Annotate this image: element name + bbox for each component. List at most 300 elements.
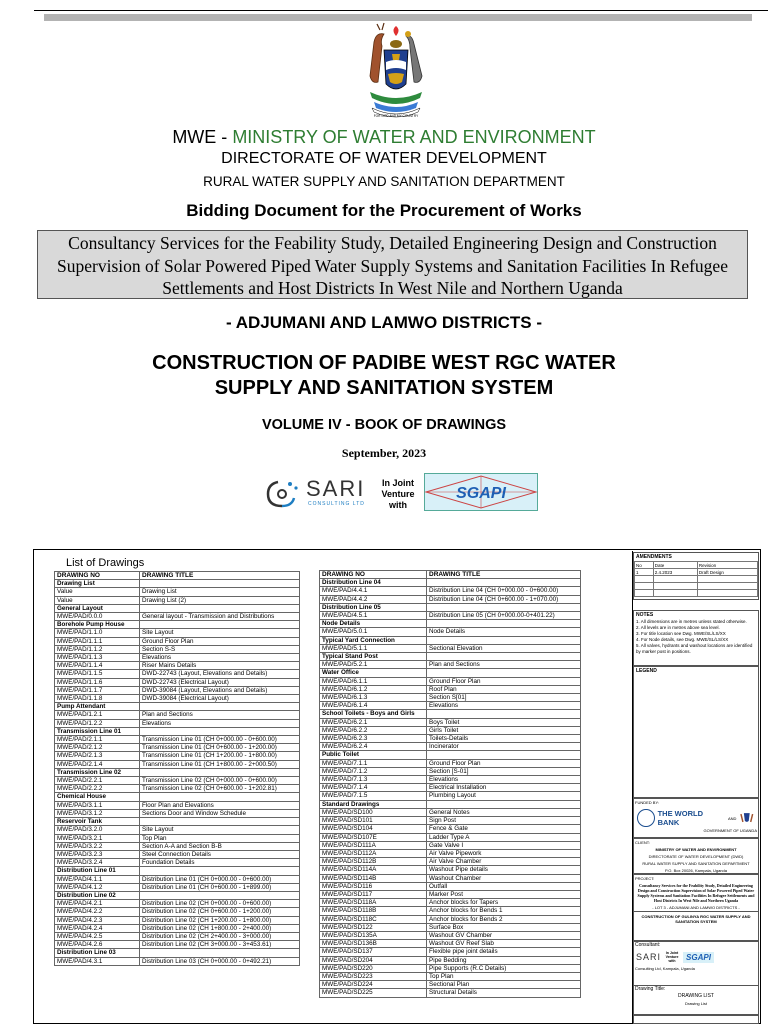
drawing-title: Air Valve Chamber bbox=[427, 858, 581, 866]
group-row bbox=[320, 636, 581, 644]
drawing-no: MWE/PAD/5.2.1 bbox=[320, 661, 427, 669]
drawing-title bbox=[140, 703, 300, 711]
drawing-row bbox=[320, 915, 581, 923]
drawing-title: Floor Plan and Elevations bbox=[140, 801, 300, 809]
drawing-no: MWE/PAD/3.1.1 bbox=[55, 801, 140, 809]
list-of-drawings-title: List of Drawings bbox=[66, 557, 145, 569]
legend-heading: LEGEND bbox=[636, 668, 657, 674]
sari-logo-subtitle: CONSULTING LTD bbox=[308, 501, 365, 507]
am-row-date: 2.4.2023 bbox=[653, 569, 697, 576]
drawing-title: Outfall bbox=[427, 882, 581, 890]
group-row bbox=[55, 818, 300, 826]
drawing-row bbox=[55, 670, 300, 678]
drawing-no: MWE/PAD/SD114B bbox=[320, 874, 427, 882]
drawing-no: MWE/PAD/2.1.4 bbox=[55, 760, 140, 768]
drawing-row bbox=[320, 972, 581, 980]
drawing-no: MWE/PAD/SD114A bbox=[320, 866, 427, 874]
drawing-row bbox=[55, 850, 300, 858]
col-drawing-no: DRAWING NO bbox=[55, 572, 140, 580]
drawing-row bbox=[320, 792, 581, 800]
note-item: 2. All levels are in metres above sea level. bbox=[636, 625, 720, 630]
group-row bbox=[320, 669, 581, 677]
drawing-row bbox=[320, 628, 581, 636]
drawing-title: Sign Post bbox=[427, 817, 581, 825]
document-date: September, 2023 bbox=[341, 446, 427, 460]
client-directorate: DIRECTORATE OF WATER DEVELOPMENT (DWD) bbox=[648, 854, 744, 859]
drawing-row bbox=[55, 826, 300, 834]
drawing-title: Distribution Line 01 (CH 0+600.00 - 1+899.00) bbox=[140, 883, 300, 891]
am-col-date: Date bbox=[653, 562, 697, 569]
drawing-title: Top Plan bbox=[140, 834, 300, 842]
drawing-title: Distribution Line 04 (CH 0+600.00 - 1+070.00) bbox=[427, 595, 581, 603]
drawing-row bbox=[55, 719, 300, 727]
sari-logo-text: SARI bbox=[306, 476, 366, 501]
drawing-no: MWE/PAD/4.3.1 bbox=[55, 957, 140, 965]
drawing-no: MWE/PAD/SD107E bbox=[320, 833, 427, 841]
am-col-no: No bbox=[635, 562, 654, 569]
drawing-no: MWE/PAD/1.2.1 bbox=[55, 711, 140, 719]
drawing-title-value: DRAWING LIST bbox=[678, 993, 714, 999]
drawing-row bbox=[320, 784, 581, 792]
drawing-row bbox=[320, 833, 581, 841]
project-construction: CONSTRUCTION OF GULINYA RGC WATER SUPPLY AND SANITATION SYSTEM bbox=[634, 911, 758, 925]
drawing-no: MWE/PAD/1.1.3 bbox=[55, 654, 140, 662]
drawing-row bbox=[320, 956, 581, 964]
drawing-row bbox=[55, 883, 300, 891]
drawing-row bbox=[320, 661, 581, 669]
group-row bbox=[320, 603, 581, 611]
consultant-logos-small bbox=[634, 949, 758, 965]
drawing-row bbox=[55, 932, 300, 940]
sari-small-text: SARI bbox=[636, 952, 662, 962]
client-box bbox=[633, 838, 759, 874]
drawing-no: MWE/PAD/SD118B bbox=[320, 907, 427, 915]
drawing-no: MWE/PAD/SD117 bbox=[320, 890, 427, 898]
notes-box bbox=[633, 610, 759, 666]
drawing-no: MWE/PAD/4.1.1 bbox=[55, 875, 140, 883]
drawing-no: MWE/PAD/SD101 bbox=[320, 817, 427, 825]
volume-title: VOLUME IV - BOOK OF DRAWINGS bbox=[261, 417, 507, 433]
drawing-title: Site Layout bbox=[140, 629, 300, 637]
project-label: PROJECT: bbox=[635, 876, 655, 881]
group-row bbox=[55, 949, 300, 957]
drawing-title: Section S[01] bbox=[427, 694, 581, 702]
drawing-no: MWE/PAD/SD118C bbox=[320, 915, 427, 923]
drawing-title-area bbox=[633, 985, 759, 1015]
drawing-title: DWD-22743 (Electrical Layout) bbox=[140, 678, 300, 686]
drawing-title: Ladder Type A bbox=[427, 833, 581, 841]
drawing-title bbox=[427, 579, 581, 587]
drawing-no: MWE/PAD/1.1.5 bbox=[55, 670, 140, 678]
drawing-title bbox=[427, 603, 581, 611]
drawing-row bbox=[55, 654, 300, 662]
drawing-title: Distribution Line 02 (CH 1+200.00 - 1+800.00) bbox=[140, 916, 300, 924]
project-title-line1: CONSTRUCTION OF PADIBE WEST RGC WATER bbox=[152, 352, 616, 374]
drawing-row bbox=[55, 645, 300, 653]
drawing-row bbox=[55, 686, 300, 694]
drawing-no: MWE/PAD/SD111A bbox=[320, 841, 427, 849]
drawing-title: Distribution Line 02 (CH 0+600.00 - 1+200.00) bbox=[140, 908, 300, 916]
drawing-row bbox=[320, 808, 581, 816]
drawing-no: MWE/PAD/1.1.1 bbox=[55, 637, 140, 645]
drawing-no: MWE/PAD/2.1.3 bbox=[55, 752, 140, 760]
drawing-title bbox=[427, 710, 581, 718]
drawing-no: MWE/PAD/SD220 bbox=[320, 964, 427, 972]
drawing-no: MWE/PAD/SD100 bbox=[320, 808, 427, 816]
col-drawing-title: DRAWING TITLE bbox=[140, 572, 300, 580]
group-row bbox=[55, 580, 300, 588]
project-title bbox=[0, 351, 768, 401]
group-row bbox=[320, 653, 581, 661]
drawing-row bbox=[320, 702, 581, 710]
drawing-no: MWE/PAD/6.1.4 bbox=[320, 702, 427, 710]
drawing-no: MWE/PAD/SD224 bbox=[320, 981, 427, 989]
group-row bbox=[320, 620, 581, 628]
drawing-title: Distribution Line 01 (CH 0+000.00 - 0+600.00) bbox=[140, 875, 300, 883]
drawing-title: Section A-A and Section B-B bbox=[140, 842, 300, 850]
drawing-title: Distribution Line 02 (CH 2+400.00 - 3+000.00) bbox=[140, 932, 300, 940]
drawing-no: MWE/PAD/SD122 bbox=[320, 923, 427, 931]
drawing-no: MWE/PAD/6.2.2 bbox=[320, 726, 427, 734]
drawing-table-left bbox=[54, 571, 300, 966]
drawing-title: Section [S-01] bbox=[427, 767, 581, 775]
drawing-no: MWE/PAD/6.2.4 bbox=[320, 743, 427, 751]
drawing-title: Distribution Line 03 (CH 0+000.00 - 0+492.21) bbox=[140, 957, 300, 965]
drawing-row bbox=[320, 677, 581, 685]
drawing-title: Ground Floor Plan bbox=[140, 637, 300, 645]
bidding-document-title: Bidding Document for the Procurement of Works bbox=[186, 201, 582, 220]
drawing-row bbox=[320, 964, 581, 972]
drawing-row bbox=[55, 744, 300, 752]
notes-heading: NOTES bbox=[636, 612, 654, 618]
drawing-row bbox=[55, 596, 300, 604]
drawing-row bbox=[55, 613, 300, 621]
am-row-no: 1 bbox=[635, 569, 654, 576]
drawing-row bbox=[55, 900, 300, 908]
drawing-title: Ground Floor Plan bbox=[427, 759, 581, 767]
drawing-no: MWE/PAD/5.0.1 bbox=[320, 628, 427, 636]
drawing-title: Plan and Sections bbox=[140, 711, 300, 719]
drawing-row bbox=[320, 907, 581, 915]
group-name: Reservoir Tank bbox=[55, 818, 140, 826]
drawing-title: Distribution Line 02 (CH 1+800.00 - 2+400.00) bbox=[140, 924, 300, 932]
drawing-no: MWE/PAD/SD136B bbox=[320, 940, 427, 948]
drawing-title: Drawing List (2) bbox=[140, 596, 300, 604]
drawing-row bbox=[320, 989, 581, 997]
drawing-title: Flexible pipe joint details bbox=[427, 948, 581, 956]
group-row bbox=[55, 867, 300, 875]
group-name: Public Toilet bbox=[320, 751, 427, 759]
drawing-row bbox=[55, 711, 300, 719]
consultant-address: Consulting Ltd, Kampala, Uganda bbox=[635, 966, 695, 971]
drawing-title: Distribution Line 02 (CH 3+000.00 - 3+453.61) bbox=[140, 941, 300, 949]
drawing-title: Washout GV Reef Slab bbox=[427, 940, 581, 948]
group-name: Typical Yard Connection bbox=[320, 636, 427, 644]
drawing-no: MWE/PAD/2.2.2 bbox=[55, 785, 140, 793]
drawing-row bbox=[55, 736, 300, 744]
group-name: Node Details bbox=[320, 620, 427, 628]
drawing-title-box bbox=[633, 1015, 759, 1024]
drawing-title bbox=[140, 949, 300, 957]
drawing-row bbox=[55, 785, 300, 793]
drawing-title: Plumbing Layout bbox=[427, 792, 581, 800]
drawing-title: Girls Toilet bbox=[427, 726, 581, 734]
group-name: Transmission Line 01 bbox=[55, 727, 140, 735]
group-name: Drawing List bbox=[55, 580, 140, 588]
drawing-no: MWE/PAD/SD112A bbox=[320, 849, 427, 857]
drawing-row bbox=[55, 875, 300, 883]
drawing-title: Distribution Line 04 (CH 0+000.00 - 0+600.00) bbox=[427, 587, 581, 595]
drawing-title: Distribution Line 02 (CH 0+000.00 - 0+600.00) bbox=[140, 900, 300, 908]
drawing-no: MWE/PAD/5.1.1 bbox=[320, 644, 427, 652]
amendments-table bbox=[634, 561, 758, 597]
drawing-title bbox=[427, 751, 581, 759]
mwe-prefix: MWE - bbox=[172, 127, 233, 147]
drawing-no: MWE/PAD/1.1.2 bbox=[55, 645, 140, 653]
drawing-no: MWE/PAD/4.2.5 bbox=[55, 932, 140, 940]
am-col-revision: Revision bbox=[697, 562, 757, 569]
drawing-row bbox=[320, 644, 581, 652]
joint-small-text: In Joint Venture with bbox=[665, 951, 679, 963]
client-label: CLIENT: bbox=[635, 840, 650, 845]
drawing-row bbox=[55, 834, 300, 842]
group-name: Transmission Line 02 bbox=[55, 768, 140, 776]
drawing-row bbox=[320, 685, 581, 693]
drawing-row bbox=[55, 941, 300, 949]
drawing-title: Transmission Line 01 (CH 0+600.00 - 1+200.00) bbox=[140, 744, 300, 752]
group-name: Distribution Line 05 bbox=[320, 603, 427, 611]
drawing-title: DWD-22743 (Layout, Elevations and Details) bbox=[140, 670, 300, 678]
drawing-row bbox=[320, 981, 581, 989]
drawing-title bbox=[140, 818, 300, 826]
consultancy-box: Consultancy Services for the Feability Study, Detailed Engineering Design and Construction Supervision of Solar Powered Piped Water Supply Systems and Sanitation Facilities In Refugee Settlements and Host Districts In West Nile and Northern Uganda bbox=[37, 230, 748, 299]
group-name: General Layout bbox=[55, 604, 140, 612]
drawing-no: MWE/PAD/3.2.1 bbox=[55, 834, 140, 842]
drawing-row bbox=[320, 817, 581, 825]
funded-by-box bbox=[633, 798, 759, 838]
drawing-no: MWE/PAD/4.2.6 bbox=[55, 941, 140, 949]
drawing-title: Ground Floor Plan bbox=[427, 677, 581, 685]
drawing-title: Transmission Line 01 (CH 1+200.00 - 1+800.00) bbox=[140, 752, 300, 760]
drawing-title: Washout Chamber bbox=[427, 874, 581, 882]
government-of-uganda: GOVERNMENT OF UGANDA bbox=[703, 828, 757, 833]
drawing-no: MWE/PAD/SD112B bbox=[320, 858, 427, 866]
drawing-row bbox=[55, 760, 300, 768]
drawing-row bbox=[320, 825, 581, 833]
drawing-row bbox=[320, 890, 581, 898]
drawing-row bbox=[320, 776, 581, 784]
drawing-row bbox=[320, 874, 581, 882]
joint-venture-text: In Joint Venture with bbox=[381, 478, 415, 510]
group-name: Distribution Line 04 bbox=[320, 579, 427, 587]
client-department: RURAL WATER SUPPLY AND SANITATION DEPARTMENT bbox=[642, 861, 750, 866]
drawing-row bbox=[320, 882, 581, 890]
ministry-line bbox=[0, 127, 768, 148]
group-name: Water Office bbox=[320, 669, 427, 677]
drawing-table-right bbox=[319, 570, 581, 998]
drawing-title: Anchor blocks for Bends 2 bbox=[427, 915, 581, 923]
drawing-no: MWE/PAD/3.2.2 bbox=[55, 842, 140, 850]
drawing-title: Foundation Details bbox=[140, 859, 300, 867]
drawing-title bbox=[140, 793, 300, 801]
drawing-no: MWE/PAD/4.2.3 bbox=[55, 916, 140, 924]
group-row bbox=[55, 768, 300, 776]
group-row bbox=[55, 621, 300, 629]
drawing-no: MWE/PAD/1.2.2 bbox=[55, 719, 140, 727]
amendments-box bbox=[633, 552, 759, 600]
col-drawing-title: DRAWING TITLE bbox=[427, 571, 581, 579]
project-description: Consultancy Services for the Feability Study, Detailed Engineering Design and Construction Supervision of Solar Powered Piped Water Supply Systems and Sanitation Facilities In Refugee Settlements and Host Districts In West Nile and Northern Uganda bbox=[637, 883, 755, 903]
note-item: 1. All dimensions are in metres unless stated otherwise. bbox=[636, 619, 747, 624]
drawing-title: Drawing List bbox=[140, 588, 300, 596]
drawing-title: Anchor blocks for Bends 1 bbox=[427, 907, 581, 915]
drawing-row bbox=[55, 777, 300, 785]
drawing-row bbox=[55, 859, 300, 867]
group-name: Pump Attendant bbox=[55, 703, 140, 711]
drawing-no: MWE/PAD/SD223 bbox=[320, 972, 427, 980]
drawing-no: Value bbox=[55, 596, 140, 604]
top-rule bbox=[34, 10, 768, 11]
drawing-title: Steel Connection Details bbox=[140, 850, 300, 858]
drawing-no: MWE/PAD/2.2.1 bbox=[55, 777, 140, 785]
drawing-row bbox=[55, 842, 300, 850]
drawing-no: MWE/PAD/1.1.6 bbox=[55, 678, 140, 686]
group-row bbox=[55, 891, 300, 899]
drawing-title: Sectional Elevation bbox=[427, 644, 581, 652]
drawing-no: MWE/PAD/SD118A bbox=[320, 899, 427, 907]
drawing-row bbox=[320, 767, 581, 775]
drawing-title bbox=[427, 620, 581, 628]
drawing-title: Elevations bbox=[427, 776, 581, 784]
drawing-no: MWE/PAD/3.1.2 bbox=[55, 809, 140, 817]
department: RURAL WATER SUPPLY AND SANITATION DEPARTMENT bbox=[203, 174, 565, 189]
drawing-row bbox=[320, 931, 581, 939]
drawing-title: Incinerator bbox=[427, 743, 581, 751]
ministry-name: MINISTRY OF WATER AND ENVIRONMENT bbox=[232, 127, 596, 147]
districts-heading: - ADJUMANI AND LAMWO DISTRICTS - bbox=[225, 313, 543, 332]
drawing-title: DWD-39084 (Electrical Layout) bbox=[140, 695, 300, 703]
drawing-title bbox=[140, 621, 300, 629]
drawing-title: Pipe Supports (R.C Details) bbox=[427, 964, 581, 972]
drawing-title: Electrical Installation bbox=[427, 784, 581, 792]
drawing-no: MWE/PAD/4.5.1 bbox=[320, 612, 427, 620]
drawing-no: MWE/PAD/2.1.1 bbox=[55, 736, 140, 744]
svg-text:SGAPI: SGAPI bbox=[456, 485, 506, 502]
drawing-row bbox=[320, 595, 581, 603]
group-row bbox=[55, 604, 300, 612]
drawing-title bbox=[427, 653, 581, 661]
drawing-no: MWE/PAD/7.1.3 bbox=[320, 776, 427, 784]
drawing-title: Distribution Line 05 (CH 0+000.00-0+401.22) bbox=[427, 612, 581, 620]
drawing-title: Roof Plan bbox=[427, 685, 581, 693]
drawing-title bbox=[140, 867, 300, 875]
drawing-title: Transmission Line 02 (CH 0+000.00 - 0+600.00) bbox=[140, 777, 300, 785]
drawing-title bbox=[140, 727, 300, 735]
drawing-row bbox=[55, 752, 300, 760]
drawing-title: Washout GV Chamber bbox=[427, 931, 581, 939]
drawing-row bbox=[320, 587, 581, 595]
group-row bbox=[55, 727, 300, 735]
drawing-no: MWE/PAD/SD225 bbox=[320, 989, 427, 997]
drawing-row bbox=[320, 849, 581, 857]
group-row bbox=[320, 710, 581, 718]
drawing-title: General layout - Transmission and Distributions bbox=[140, 613, 300, 621]
group-name: Distribution Line 02 bbox=[55, 891, 140, 899]
drawing-row bbox=[55, 916, 300, 924]
drawing-title: Plan and Sections bbox=[427, 661, 581, 669]
drawing-title: Washout Pipe details bbox=[427, 866, 581, 874]
drawing-row bbox=[55, 924, 300, 932]
drawing-title: Elevations bbox=[140, 654, 300, 662]
drawing-title: Boys Toilet bbox=[427, 718, 581, 726]
client-address: P.O. Box 20026, Kampala, Uganda bbox=[665, 868, 727, 873]
drawing-row bbox=[320, 858, 581, 866]
drawing-title: Sections Door and Window Schedule bbox=[140, 809, 300, 817]
drawing-title: Elevations bbox=[427, 702, 581, 710]
drawing-row bbox=[320, 759, 581, 767]
funded-by-label: FUNDED BY: bbox=[635, 800, 660, 805]
drawing-row bbox=[55, 695, 300, 703]
sgapi-logo bbox=[424, 473, 538, 511]
drawing-no: MWE/PAD/1.1.7 bbox=[55, 686, 140, 694]
group-row bbox=[320, 751, 581, 759]
drawing-title: Toilets-Details bbox=[427, 735, 581, 743]
drawing-title-label: Drawing Title: bbox=[635, 986, 666, 992]
drawing-no: Value bbox=[55, 588, 140, 596]
drawing-title: Structural Details bbox=[427, 989, 581, 997]
drawing-row bbox=[55, 957, 300, 965]
drawing-no: MWE/PAD/3.2.0 bbox=[55, 826, 140, 834]
drawing-title: Transmission Line 01 (CH 0+000.00 - 0+600.00) bbox=[140, 736, 300, 744]
drawing-row bbox=[320, 743, 581, 751]
drawing-title: Air Valve Pipework bbox=[427, 849, 581, 857]
group-row bbox=[55, 793, 300, 801]
sgapi-small-text: SGAPI bbox=[683, 952, 714, 963]
drawing-row bbox=[320, 718, 581, 726]
col-drawing-no: DRAWING NO bbox=[320, 571, 427, 579]
drawing-title: Section S-S bbox=[140, 645, 300, 653]
drawing-row bbox=[55, 678, 300, 686]
note-item: 3. For title location see Dwg. MWE/SL/LS/XX bbox=[636, 631, 726, 636]
drawing-row bbox=[320, 923, 581, 931]
drawing-row bbox=[320, 948, 581, 956]
drawing-title: General Notes bbox=[427, 808, 581, 816]
drawing-title: Fence & Gate bbox=[427, 825, 581, 833]
world-bank-globe-icon bbox=[637, 809, 655, 827]
drawing-title: Transmission Line 01 (CH 1+800.00 - 2+000.50) bbox=[140, 760, 300, 768]
drawing-row bbox=[55, 637, 300, 645]
group-name: Standard Drawings bbox=[320, 800, 427, 808]
drawing-no: MWE/PAD/6.2.1 bbox=[320, 718, 427, 726]
group-name: Typical Stand Post bbox=[320, 653, 427, 661]
project-lot: - LOT 3 - ADJUMANI AND LAMWO DISTRICTS - bbox=[652, 905, 740, 910]
drawing-no: MWE/PAD/4.2.4 bbox=[55, 924, 140, 932]
group-name: Chemical House bbox=[55, 793, 140, 801]
drawing-title bbox=[140, 604, 300, 612]
drawing-no: MWE/PAD/1.1.8 bbox=[55, 695, 140, 703]
drawing-no: MWE/PAD/7.1.2 bbox=[320, 767, 427, 775]
drawing-row bbox=[320, 899, 581, 907]
drawing-no: MWE/PAD/0.0.0 bbox=[55, 613, 140, 621]
drawing-row bbox=[320, 612, 581, 620]
drawing-no: MWE/PAD/SD116 bbox=[320, 882, 427, 890]
drawing-row bbox=[55, 629, 300, 637]
drawing-no: MWE/PAD/6.1.2 bbox=[320, 685, 427, 693]
directorate: DIRECTORATE OF WATER DEVELOPMENT bbox=[221, 150, 547, 167]
drawing-title: Surface Box bbox=[427, 923, 581, 931]
world-bank-text: THE WORLD BANK bbox=[657, 809, 703, 827]
drawing-title: Anchor blocks for Tapers bbox=[427, 899, 581, 907]
